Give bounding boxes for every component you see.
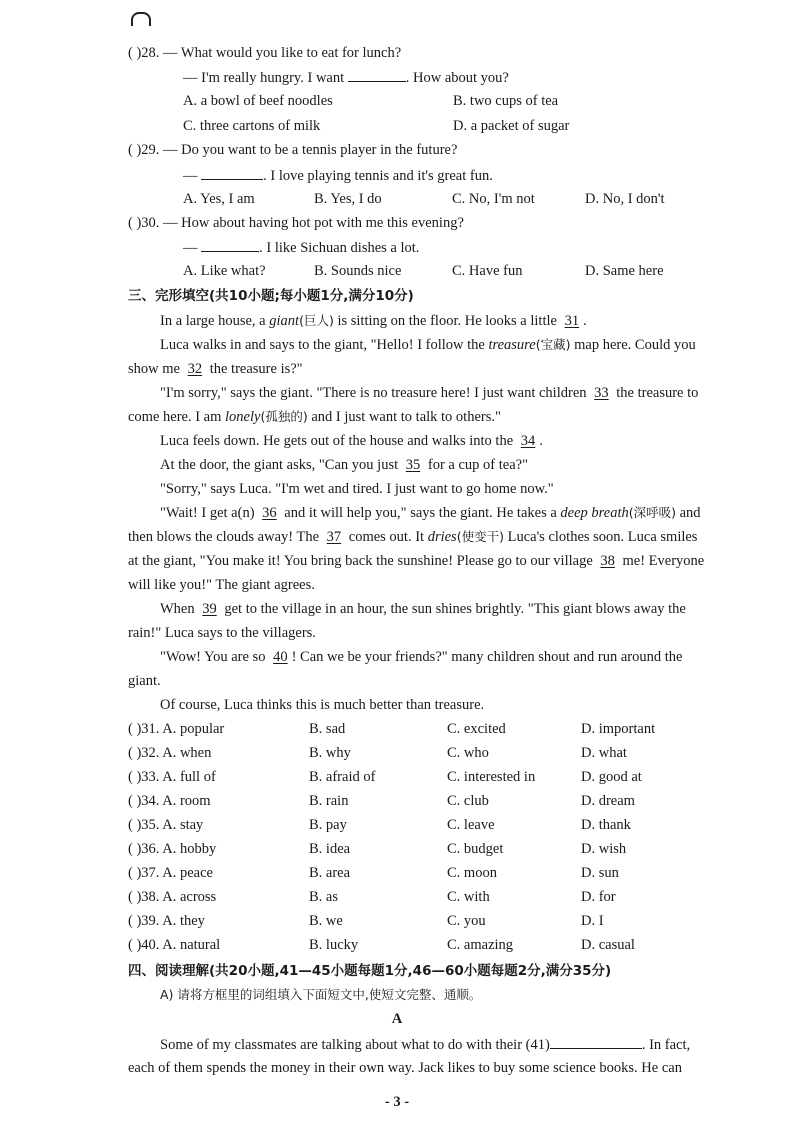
cloze-line: then blows the clouds away! The 37 comes out. It dries(使变干) Luca's clothes soon. Luca smiles [128,529,698,545]
cloze-line: Luca walks in and says to the giant, "Hello! I follow the treasure(宝藏) map here. Could you [160,337,696,353]
cloze-line: rain!" Luca says to the villagers. [128,625,316,641]
question-text: — Do you want to be a tennis player in the future? [163,142,458,158]
section-heading-reading: 四、阅读理解(共20小题,41—45小题每题1分,46—60小题每题2分,满分35分) [128,963,612,979]
question-29 [128,141,457,159]
option-c: C. leave [447,817,495,833]
circled-number-mark [131,12,151,26]
option-row-number-a: ( )34. A. room [128,793,211,809]
option-b: B. area [309,865,351,881]
option-row-number-a: ( )39. A. they [128,913,205,929]
option-d: D. thank [581,817,631,833]
reply-text: . How about you? [405,70,509,86]
option-c: C. who [447,745,489,761]
option-row-number-a: ( )32. A. when [128,745,212,761]
option-c: C. interested in [447,769,536,785]
question-number: ( )28. [128,45,160,61]
option-d: D. important [581,721,656,737]
option-row-number-a: ( )33. A. full of [128,769,216,785]
answer-blank-41 [550,1035,642,1049]
option-d: D. for [581,889,616,905]
option-c: C. excited [447,721,506,737]
option-c: C. club [447,793,489,809]
question-30 [128,214,464,232]
cloze-line: "I'm sorry," says the giant. "There is no treasure here! I just want children 33 the treasure to [160,385,699,401]
question-30-reply [183,238,419,257]
option-d: D. a packet of sugar [453,118,570,134]
reply-text: . I like Sichuan dishes a lot. [259,240,420,256]
cloze-line: In a large house, a giant(巨人) is sitting on the floor. He looks a little 31 . [160,313,587,329]
option-b: B. lucky [309,937,359,953]
cloze-line: "Wow! You are so 40 ! Can we be your friends?" many children shout and run around the [160,649,683,665]
blank-38: 38 [600,553,615,569]
reply-text: — [183,168,202,184]
option-c: C. you [447,913,486,929]
blank-33: 33 [594,385,609,401]
cloze-line: come here. I am lonely(孤独的) and I just want to talk to others." [128,409,501,425]
option-row-number-a: ( )36. A. hobby [128,841,217,857]
answer-blank [201,238,259,252]
cloze-line: "Sorry," says Luca. "I'm wet and tired. I just want to go home now." [160,481,554,497]
blank-40: 40 [273,649,288,665]
blank-32: 32 [187,361,203,377]
answer-blank [348,68,406,82]
cloze-line: will like you!" The giant agrees. [128,577,315,593]
option-b: B. why [309,745,351,761]
option-row-number-a: ( )38. A. across [128,889,217,905]
option-b: B. rain [309,793,349,809]
reading-line: Some of my classmates are talking about what to do with their (41) . In fact, [160,1037,691,1053]
option-b: B. Yes, I do [314,191,382,207]
option-b: B. as [309,889,338,905]
blank-35: 35 [405,457,421,473]
option-c: C. budget [447,841,504,857]
question-28-reply [183,68,509,87]
cloze-line: Of course, Luca thinks this is much better than treasure. [160,697,485,713]
option-a: A. a bowl of beef noodles [183,93,333,109]
option-a: A. Like what? [183,263,266,279]
passage-title: A [391,1011,403,1027]
blank-34: 34 [520,433,536,449]
blank-39: 39 [202,601,217,617]
option-b: B. two cups of tea [453,93,559,109]
blank-36: 36 [262,505,277,521]
option-d: D. what [581,745,627,761]
option-c: C. Have fun [452,263,523,279]
option-d: D. dream [581,793,635,809]
cloze-line: at the giant, "You make it! You bring back the sunshine! Please go to our village 38 me! Everyone [128,553,705,569]
option-row-number-a: ( )31. A. popular [128,721,225,737]
option-row-number-a: ( )40. A. natural [128,937,221,953]
question-29-reply [183,166,493,185]
question-text: — How about having hot pot with me this evening? [163,215,464,231]
option-d: D. Same here [585,263,664,279]
option-d: D. sun [581,865,619,881]
question-28 [128,44,401,62]
option-c: C. No, I'm not [452,191,535,207]
answer-blank [201,166,263,180]
section-instruction: A) 请将方框里的词组填入下面短文中,使短文完整、通顺。 [160,987,482,1002]
blank-31: 31 [564,313,580,329]
option-d: D. good at [581,769,642,785]
question-number: ( )30. [128,215,160,231]
cloze-line: "Wait! I get a(n) 36 and it will help you," says the giant. He takes a deep breath(深呼吸) and [160,505,701,521]
option-d: D. No, I don't [585,191,665,207]
option-b: B. idea [309,841,351,857]
cloze-line: When 39 get to the village in an hour, the sun shines brightly. "This giant blows away the [160,601,686,617]
question-number: ( )29. [128,142,160,158]
cloze-line: At the door, the giant asks, "Can you just 35 for a cup of tea?" [160,457,528,473]
option-d: D. casual [581,937,635,953]
option-b: B. we [309,913,343,929]
option-c: C. moon [447,865,497,881]
cloze-line: show me 32 the treasure is?" [128,361,303,377]
cloze-line: Luca feels down. He gets out of the house and walks into the 34 . [160,433,543,449]
blank-37: 37 [326,529,342,545]
cloze-line: giant. [128,673,161,689]
option-b: B. afraid of [309,769,376,785]
option-c: C. amazing [447,937,514,953]
section-heading-cloze: 三、完形填空(共10小题;每小题1分,满分10分) [128,288,414,304]
option-d: D. wish [581,841,627,857]
option-a: A. Yes, I am [183,191,255,207]
reply-text: — [183,240,202,256]
reading-line: each of them spends the money in their own way. Jack likes to buy some science books. He can [128,1060,682,1076]
option-row-number-a: ( )35. A. stay [128,817,204,833]
option-b: B. sad [309,721,346,737]
reply-text: . I love playing tennis and it's great fun. [263,168,493,184]
option-c: C. with [447,889,490,905]
page-number: - 3 - [384,1094,410,1110]
option-b: B. Sounds nice [314,263,402,279]
option-row-number-a: ( )37. A. peace [128,865,213,881]
reply-text: — I'm really hungry. I want [183,70,348,86]
question-text: — What would you like to eat for lunch? [163,45,402,61]
option-c: C. three cartons of milk [183,118,321,134]
option-b: B. pay [309,817,347,833]
option-d: D. I [581,913,604,929]
